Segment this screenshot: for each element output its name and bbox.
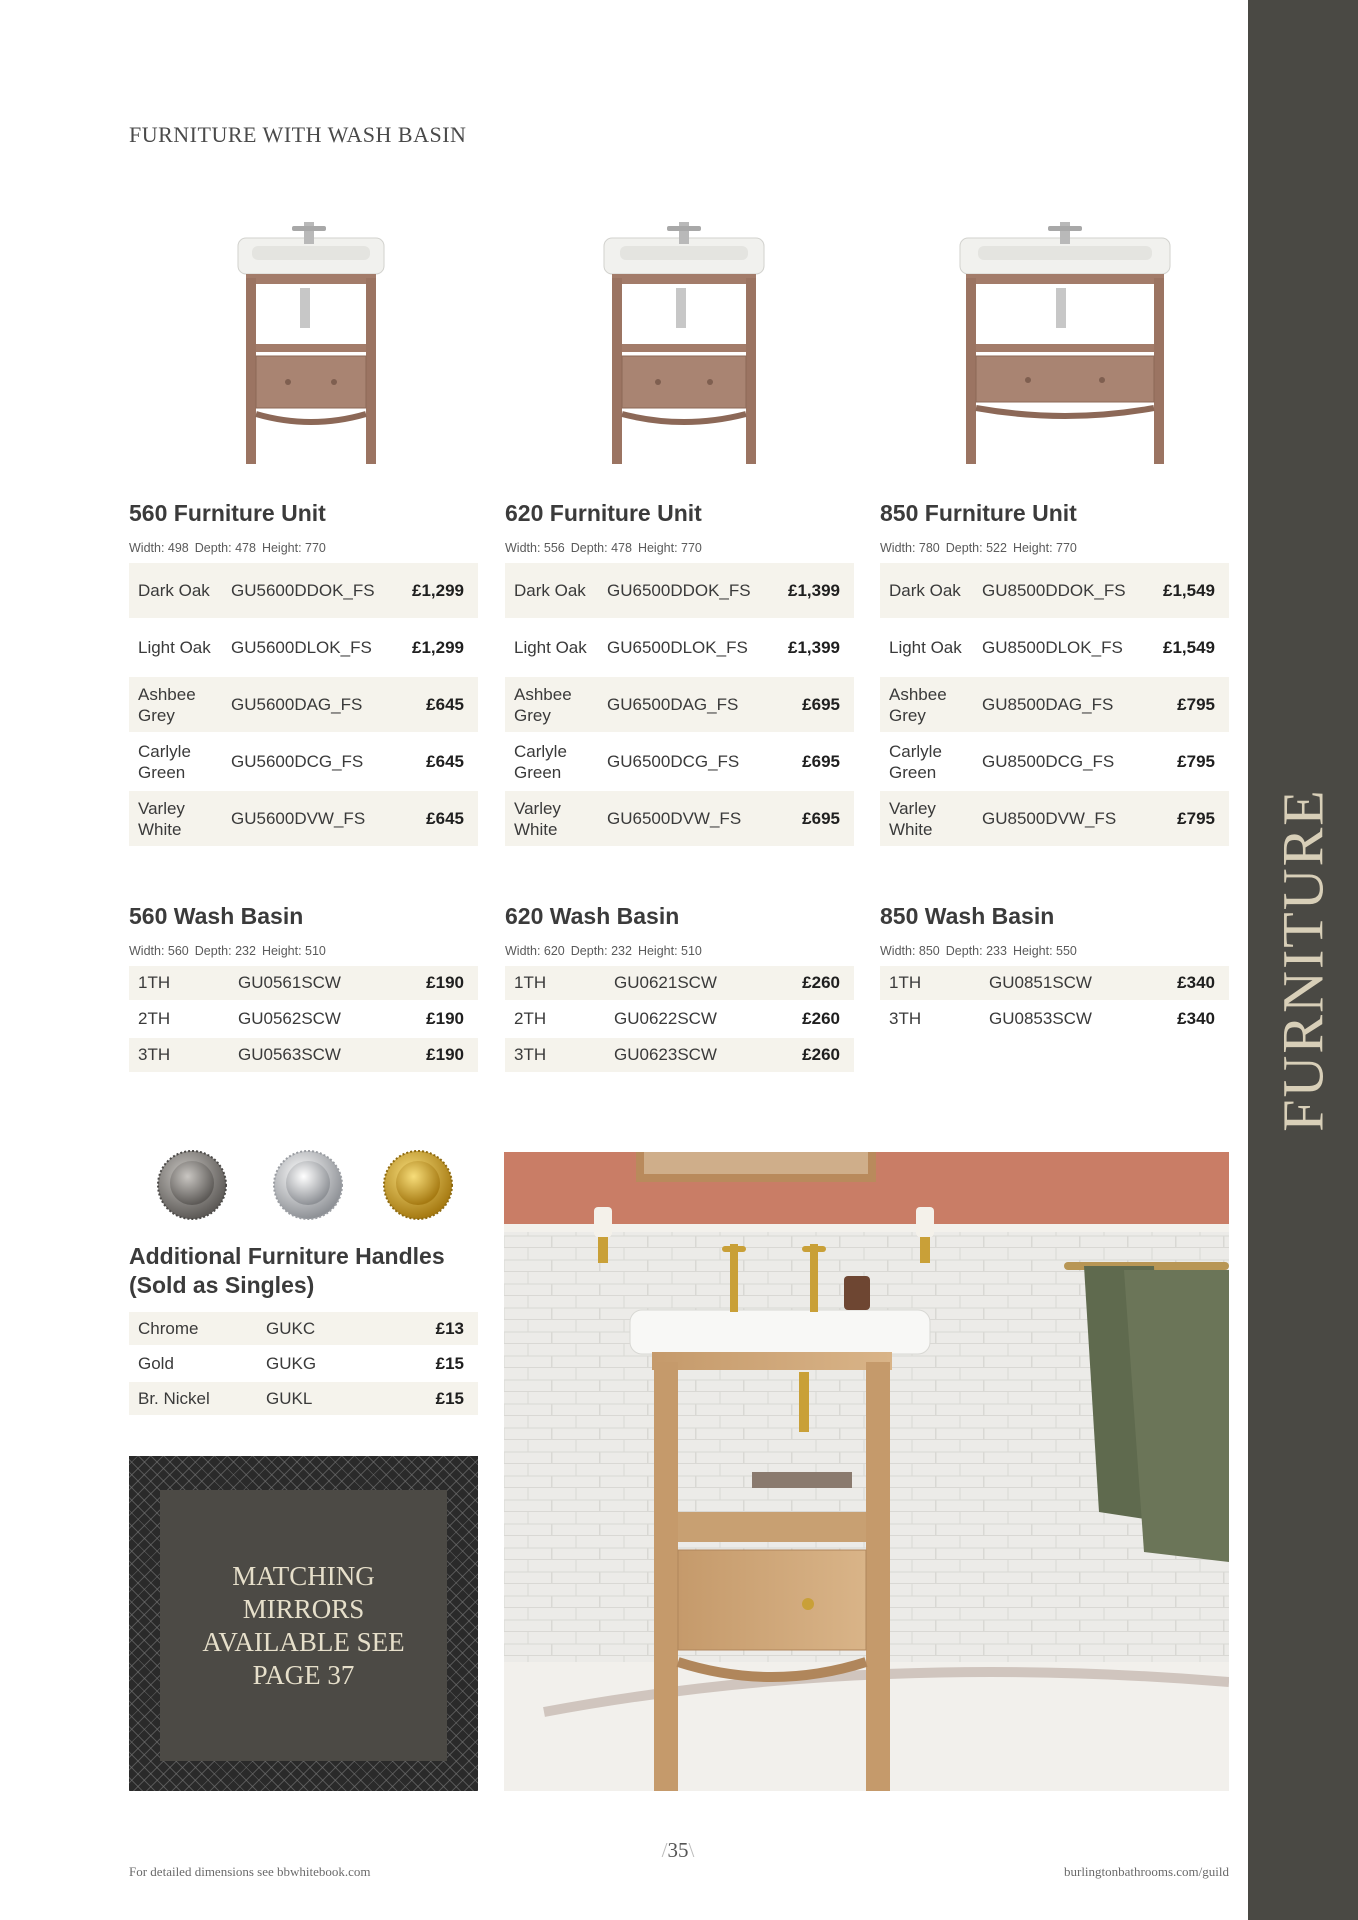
wash-basin-850 <box>880 903 1229 1038</box>
depth-label: Depth: 522 <box>945 541 1007 555</box>
width-label: Width: 498 <box>129 541 189 555</box>
code-cell: GU5600DAG_FS <box>222 677 397 732</box>
finish-cell: Ashbee Grey <box>880 677 973 732</box>
price-cell: £795 <box>1148 791 1229 846</box>
price-cell: £260 <box>802 1009 840 1028</box>
type-cell: 3TH <box>129 1038 229 1072</box>
type-cell: 2TH <box>514 1009 547 1028</box>
finish-cell: Dark Oak <box>880 563 973 618</box>
finish-cell: Ashbee Grey <box>129 677 222 732</box>
furniture-unit-620-image <box>600 218 770 470</box>
table-row <box>505 677 854 732</box>
finish-cell: Light Oak <box>138 638 211 657</box>
table-row <box>129 1347 478 1380</box>
sidebar-label: FURNITURE <box>1270 788 1336 1132</box>
bathroom-lifestyle-photo <box>504 1152 1229 1791</box>
table-row <box>129 620 478 675</box>
table-row <box>880 966 1229 1000</box>
footer-website: burlingtonbathrooms.com/guild <box>1063 1864 1229 1879</box>
price-cell: £645 <box>397 677 478 732</box>
finish-cell: Varley White <box>505 791 598 846</box>
handles-title-line1: Additional Furniture Handles <box>129 1243 445 1269</box>
finish-cell: Gold <box>138 1353 174 1373</box>
code-cell: GU0561SCW <box>229 966 395 1000</box>
finish-cell: Ashbee Grey <box>505 677 598 732</box>
height-label: Height: 510 <box>261 944 326 958</box>
price-cell: £1,299 <box>412 638 464 657</box>
code-cell: GU6500DVW_FS <box>598 791 773 846</box>
finish-cell: Light Oak <box>889 638 962 657</box>
code-cell: GU5600DCG_FS <box>231 752 364 771</box>
dimensions <box>505 944 854 958</box>
dimensions <box>880 944 1229 958</box>
sidebar <box>1248 0 1358 1920</box>
furniture-handles <box>129 1242 478 1417</box>
table-row <box>880 677 1229 732</box>
price-cell: £695 <box>773 791 854 846</box>
price-table <box>505 964 854 1074</box>
code-cell: GU5600DVW_FS <box>222 791 397 846</box>
furniture-unit-620 <box>505 500 854 848</box>
code-cell: GUKC <box>257 1312 383 1345</box>
wash-basin-560 <box>129 903 478 1074</box>
section-title: 850 Wash Basin <box>880 903 1055 929</box>
finish-cell: Carlyle Green <box>889 741 942 782</box>
depth-label: Depth: 232 <box>194 944 256 958</box>
table-row <box>880 620 1229 675</box>
table-row <box>129 1382 478 1415</box>
price-cell: £260 <box>771 1038 854 1072</box>
furniture-unit-560 <box>129 500 478 848</box>
code-cell: GU6500DLOK_FS <box>607 638 748 657</box>
page-number: /35\ <box>661 1838 695 1862</box>
price-table <box>129 561 478 848</box>
price-cell: £645 <box>426 752 464 771</box>
table-row <box>880 563 1229 618</box>
code-cell: GU0622SCW <box>614 1009 717 1028</box>
table-row <box>505 966 854 1000</box>
height-label: Height: 510 <box>637 944 702 958</box>
table-row <box>129 1002 478 1036</box>
furniture-unit-850-image <box>956 218 1174 470</box>
price-table <box>129 964 478 1074</box>
price-table <box>129 1310 478 1417</box>
price-cell: £1,549 <box>1163 638 1215 657</box>
code-cell: GU8500DLOK_FS <box>982 638 1123 657</box>
finish-cell: Varley White <box>880 791 973 846</box>
table-row <box>505 734 854 789</box>
type-cell: 3TH <box>889 1009 922 1028</box>
depth-label: Depth: 478 <box>570 541 632 555</box>
type-cell: 1TH <box>505 966 605 1000</box>
dimensions <box>505 541 854 555</box>
matching-mirrors-panel <box>129 1456 478 1791</box>
code-cell: GU0853SCW <box>989 1009 1092 1028</box>
section-title: 850 Furniture Unit <box>880 500 1077 526</box>
price-cell: £340 <box>1146 966 1229 1000</box>
price-cell: £260 <box>771 966 854 1000</box>
dimensions <box>129 541 478 555</box>
finish-cell: Carlyle Green <box>514 741 567 782</box>
finish-cell: Br. Nickel <box>129 1382 257 1415</box>
price-table <box>880 964 1229 1038</box>
code-cell: GU5600DDOK_FS <box>222 563 397 618</box>
code-cell: GU0851SCW <box>980 966 1146 1000</box>
handles-title-line2: (Sold as Singles) <box>129 1272 315 1298</box>
table-row <box>505 791 854 846</box>
depth-label: Depth: 232 <box>570 944 632 958</box>
dimensions <box>129 944 478 958</box>
page-number-value: 35 <box>667 1838 689 1862</box>
price-cell: £695 <box>773 677 854 732</box>
section-title: 620 Wash Basin <box>505 903 680 929</box>
matching-mirrors-text: MATCHING MIRRORS AVAILABLE SEE PAGE 37 <box>202 1560 405 1690</box>
table-row <box>505 1038 854 1072</box>
price-cell: £190 <box>426 1009 464 1028</box>
price-cell: £13 <box>383 1312 478 1345</box>
code-cell: GU0562SCW <box>238 1009 341 1028</box>
price-cell: £1,399 <box>773 563 854 618</box>
table-row <box>129 966 478 1000</box>
wash-basin-620 <box>505 903 854 1074</box>
width-label: Width: 620 <box>505 944 565 958</box>
code-cell: GUKG <box>266 1353 317 1373</box>
width-label: Width: 850 <box>880 944 940 958</box>
table-row <box>505 620 854 675</box>
furniture-unit-560-image <box>230 218 400 470</box>
finish-cell: Carlyle Green <box>138 741 191 782</box>
finish-cell: Dark Oak <box>129 563 222 618</box>
furniture-unit-850 <box>880 500 1229 848</box>
code-cell: GU0621SCW <box>605 966 771 1000</box>
table-row <box>505 1002 854 1036</box>
width-label: Width: 556 <box>505 541 565 555</box>
price-cell: £1,299 <box>397 563 478 618</box>
finish-cell: Dark Oak <box>505 563 598 618</box>
price-table <box>505 561 854 848</box>
price-cell: £15 <box>435 1353 464 1373</box>
code-cell: GU0623SCW <box>605 1038 771 1072</box>
table-row <box>129 734 478 789</box>
price-cell: £795 <box>1148 677 1229 732</box>
height-label: Height: 770 <box>261 541 326 555</box>
price-cell: £1,399 <box>788 638 840 657</box>
table-row <box>129 791 478 846</box>
dimensions <box>880 541 1229 555</box>
table-row <box>880 1002 1229 1036</box>
depth-label: Depth: 478 <box>194 541 256 555</box>
code-cell: GU8500DVW_FS <box>973 791 1148 846</box>
width-label: Width: 560 <box>129 944 189 958</box>
code-cell: GU8500DDOK_FS <box>973 563 1148 618</box>
price-cell: £15 <box>383 1382 478 1415</box>
type-cell: 1TH <box>129 966 229 1000</box>
type-cell: 3TH <box>505 1038 605 1072</box>
code-cell: GU0563SCW <box>229 1038 395 1072</box>
type-cell: 2TH <box>138 1009 171 1028</box>
height-label: Height: 550 <box>1012 944 1077 958</box>
price-cell: £1,549 <box>1148 563 1229 618</box>
price-cell: £340 <box>1177 1009 1215 1028</box>
table-row <box>129 563 478 618</box>
section-title: 560 Furniture Unit <box>129 500 326 526</box>
price-table <box>880 561 1229 848</box>
price-cell: £190 <box>395 966 478 1000</box>
finish-cell: Light Oak <box>514 638 587 657</box>
code-cell: GU5600DLOK_FS <box>231 638 372 657</box>
finish-cell: Chrome <box>129 1312 257 1345</box>
type-cell: 1TH <box>880 966 980 1000</box>
section-title: 560 Wash Basin <box>129 903 304 929</box>
handle-knobs-image <box>150 1148 460 1222</box>
depth-label: Depth: 233 <box>945 944 1007 958</box>
price-cell: £190 <box>395 1038 478 1072</box>
table-row <box>129 1312 478 1345</box>
finish-cell: Varley White <box>129 791 222 846</box>
table-row <box>129 677 478 732</box>
code-cell: GU8500DAG_FS <box>973 677 1148 732</box>
code-cell: GU8500DCG_FS <box>982 752 1115 771</box>
table-row <box>505 563 854 618</box>
price-cell: £795 <box>1177 752 1215 771</box>
code-cell: GU6500DDOK_FS <box>598 563 773 618</box>
height-label: Height: 770 <box>1012 541 1077 555</box>
code-cell: GUKL <box>257 1382 383 1415</box>
code-cell: GU6500DCG_FS <box>607 752 740 771</box>
price-cell: £645 <box>397 791 478 846</box>
height-label: Height: 770 <box>637 541 702 555</box>
footer-dimensions-note: For detailed dimensions see bbwhitebook.com <box>129 1864 371 1879</box>
section-title: 620 Furniture Unit <box>505 500 702 526</box>
width-label: Width: 780 <box>880 541 940 555</box>
matching-mirrors-inner <box>160 1490 447 1761</box>
price-cell: £695 <box>802 752 840 771</box>
table-row <box>129 1038 478 1072</box>
table-row <box>880 791 1229 846</box>
table-row <box>880 734 1229 789</box>
code-cell: GU6500DAG_FS <box>598 677 773 732</box>
page-title: FURNITURE WITH WASH BASIN <box>129 122 467 147</box>
handles-title <box>129 1242 478 1300</box>
